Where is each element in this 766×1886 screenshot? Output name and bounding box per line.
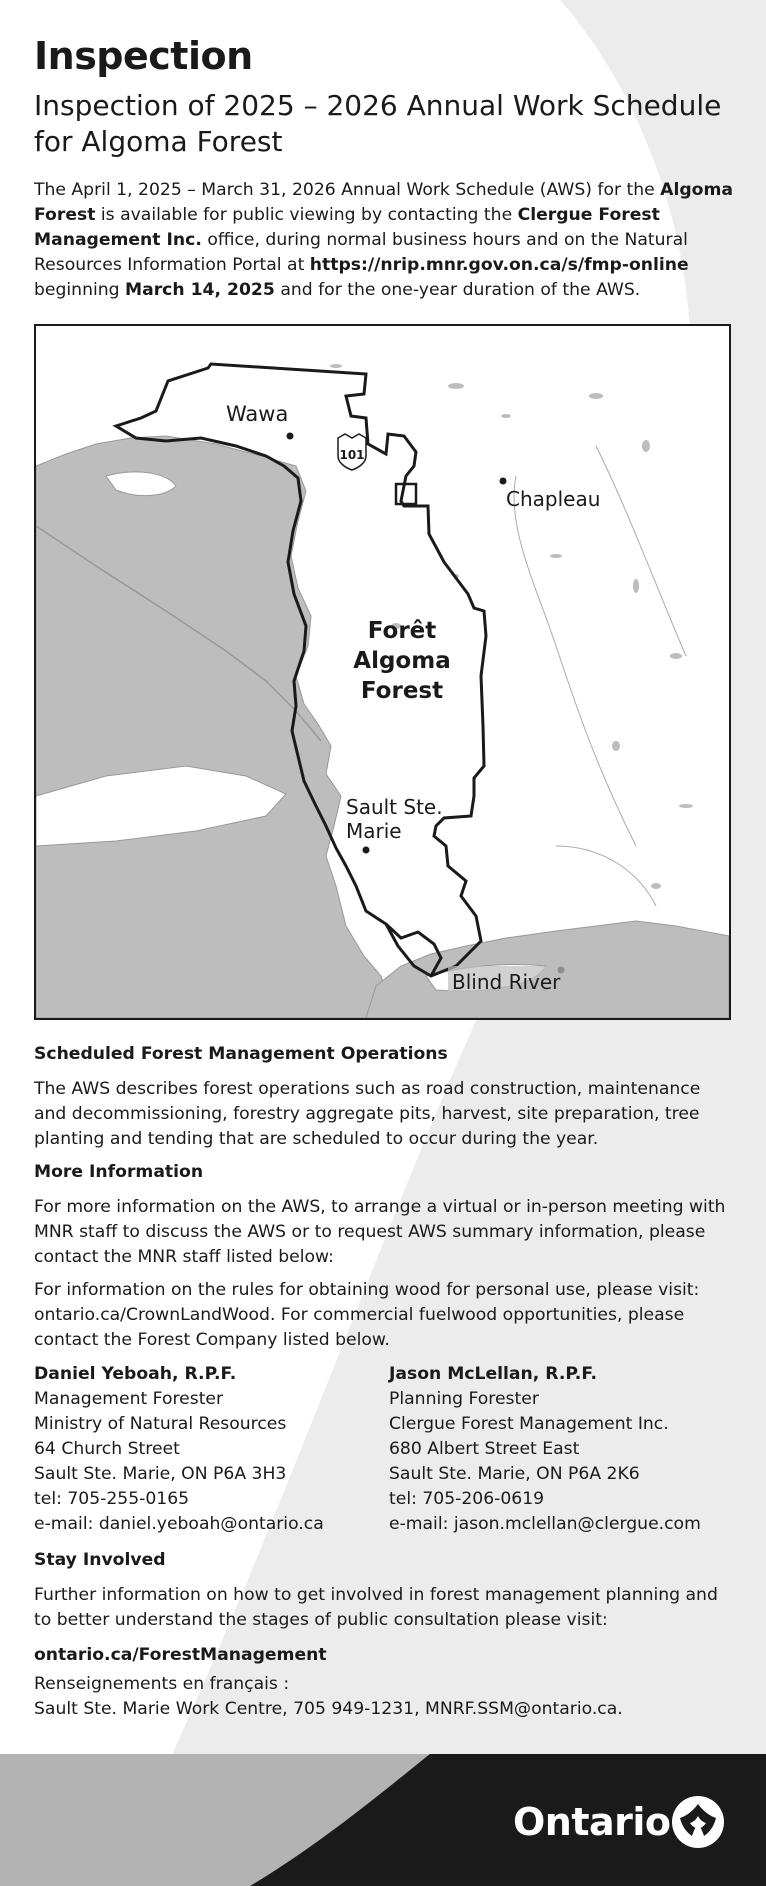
french-info — [34, 1672, 734, 1722]
highway-101-shield — [338, 434, 366, 470]
forest-management-link[interactable]: ontario.ca/ForestManagement — [34, 1645, 327, 1665]
contact-title: Management Forester — [34, 1389, 224, 1409]
forest-name: Algoma Forest — [34, 180, 733, 225]
page-subtitle: Inspection of 2025 – 2026 Annual Work Schedule for Algoma Forest — [34, 89, 722, 158]
highway-label: 101 — [339, 448, 365, 462]
contact-title: Planning Forester — [389, 1389, 539, 1409]
label-sault-2: Marie — [346, 819, 402, 843]
contact-street: 64 Church Street — [34, 1439, 180, 1459]
scheduled-body: The AWS describes forest operations such as road construction, maintenance and decommissioning, forestry aggregate pits, harvest, site preparation, tree planting and tending that are scheduled to occur during the year. — [34, 1079, 701, 1149]
stay-heading: Stay Involved — [34, 1550, 166, 1570]
more-info-heading: More Information — [34, 1162, 204, 1182]
contact-city: Sault Ste. Marie, ON P6A 2K6 — [389, 1464, 640, 1484]
contact-email[interactable]: e-mail: jason.mclellan@clergue.com — [389, 1514, 701, 1534]
scheduled-heading: Scheduled Forest Management Operations — [34, 1044, 448, 1064]
more-info-body-2: For information on the rules for obtaining wood for personal use, please visit: ontario.ca/CrownLandWood. For commercial fuelwood opportunities, please contact the Forest Company listed below. — [34, 1280, 700, 1350]
contact-email[interactable]: e-mail: daniel.yeboah@ontario.ca — [34, 1514, 324, 1534]
scheduled-operations-section — [34, 1042, 734, 1152]
french-line-2: Sault Ste. Marie Work Centre, 705 949-1231, MNRF.SSM@ontario.ca. — [34, 1699, 623, 1719]
contact-name: Jason McLellan, R.P.F. — [389, 1364, 598, 1384]
company-name: Clergue Forest Management Inc. — [34, 205, 660, 250]
contact-tel: tel: 705-206-0619 — [389, 1489, 545, 1509]
more-info-body-1: For more information on the AWS, to arrange a virtual or in-person meeting with MNR staff to discuss the AWS or to request AWS summary information, please contact the MNR staff listed below: — [34, 1197, 726, 1267]
contact-org: Clergue Forest Management Inc. — [389, 1414, 669, 1434]
contact-company — [389, 1362, 749, 1537]
page-title: Inspection — [34, 34, 253, 78]
ontario-wordmark: Ontario — [513, 1800, 671, 1844]
contact-name: Daniel Yeboah, R.P.F. — [34, 1364, 237, 1384]
label-forest: Forest — [360, 678, 444, 704]
label-algoma: Algoma — [353, 648, 451, 674]
label-chapleau: Chapleau — [506, 487, 601, 511]
start-date: March 14, 2025 — [125, 280, 275, 300]
french-line-1: Renseignements en français : — [34, 1674, 290, 1694]
stay-involved-section — [34, 1548, 734, 1668]
contact-street: 680 Albert Street East — [389, 1439, 580, 1459]
more-info-section — [34, 1160, 734, 1353]
contact-tel: tel: 705-255-0165 — [34, 1489, 190, 1509]
forest-map — [34, 324, 731, 1020]
label-blind-river: Blind River — [452, 970, 561, 994]
stay-body: Further information on how to get involved in forest management planning and to better understand the stages of public consultation please visit: — [34, 1585, 718, 1630]
contact-org: Ministry of Natural Resources — [34, 1414, 287, 1434]
portal-link[interactable]: https://nrip.mnr.gov.on.ca/s/fmp-online — [309, 255, 689, 275]
label-sault-1: Sault Ste. — [346, 795, 443, 819]
contact-mnr — [34, 1362, 394, 1537]
contact-city: Sault Ste. Marie, ON P6A 3H3 — [34, 1464, 287, 1484]
label-wawa: Wawa — [226, 402, 289, 426]
trillium-icon — [670, 1794, 726, 1850]
intro-paragraph: The April 1, 2025 – March 31, 2026 Annual Work Schedule (AWS) for the Algoma Forest is available for public viewing by contacting the Clergue Forest Management Inc. office, during normal business hours and on the Natural Resources Information Portal at https://nrip.mnr.gov.on.ca/s/fmp-online beginning March 14, 2025 and for the one-year duration of the AWS. — [34, 180, 733, 300]
label-foret: Forêt — [367, 618, 437, 644]
